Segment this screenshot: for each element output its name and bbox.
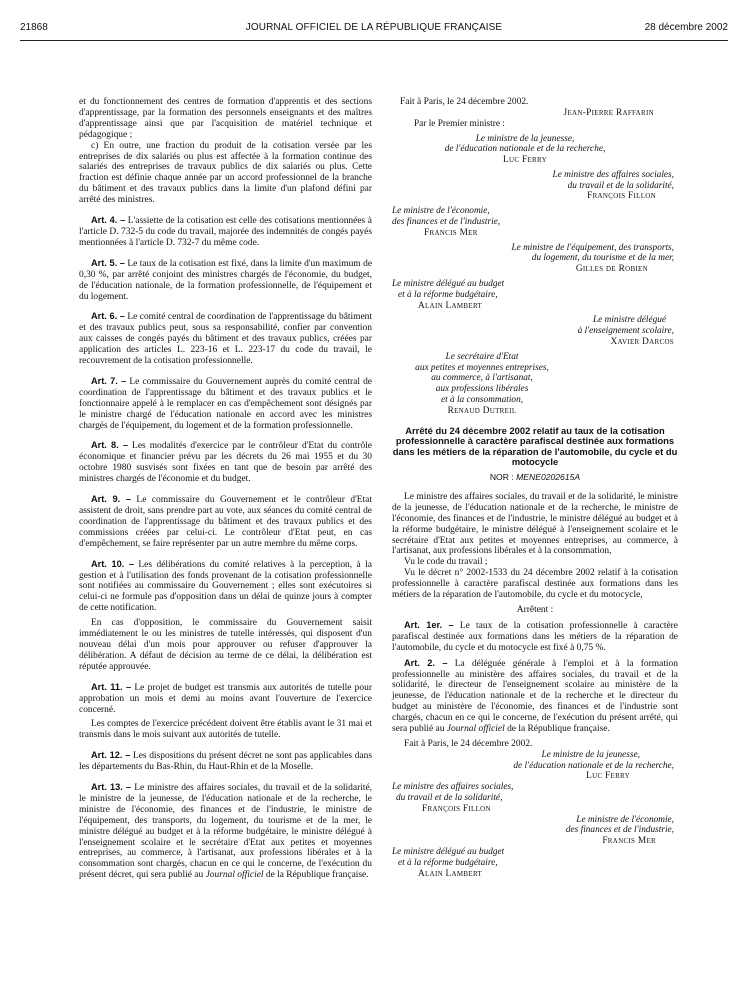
signature-block xyxy=(392,750,674,782)
article-label: Art. 5. – xyxy=(91,257,125,268)
left-column xyxy=(79,97,372,881)
signatory-name: Luc Ferry xyxy=(503,155,547,166)
signatory-name: François Fillon xyxy=(587,191,656,202)
signatory-name: François Fillon xyxy=(422,803,491,814)
signatory-name: Francis Mer xyxy=(424,227,478,238)
article-13 xyxy=(79,782,372,881)
signature-block xyxy=(392,206,678,238)
signatory-name: Gilles de Robien xyxy=(575,264,648,275)
signatory-role: du travail et de la solidarité, xyxy=(567,180,674,191)
article-text: Le ministre des affaires sociales, du travail et de la solidarité, le ministre de la jeunesse, de l'éducation nationale et de la recherche, le ministre de l'économie, des finances et de l'industrie, le ministre de l'équipement, des transports, du logement, du tourisme et de la mer, le ministre délégué au budget et à la réforme budgétaire, le ministre délégué à l'enseignement scolaire et le secrétaire d'Etat aux petites et moyennes entreprises, au commerce, à l'artisanat, aux professions libérales et à la consommation sont chargés, chacun en ce qui le concerne, de l'exécution du présent décret, qui sera publié au xyxy=(79,783,373,881)
nor-reference xyxy=(392,472,678,483)
signatory-role: du logement, du tourisme et de la mer, xyxy=(531,253,674,264)
signatory-name: Renaud Dutreil xyxy=(447,405,517,416)
article-12 xyxy=(79,750,372,773)
article-text: L'assiette de la cotisation est celle des cotisations mentionnées à l'article D. 732-5 du code du travail, majorée des indemnités de congés payés mentionnées à l'article D. 732-7 du même code. xyxy=(79,216,372,248)
arrete-title: Arrêté du 24 décembre 2002 relatif au taux de la cotisation professionnelle à caractère parafiscal destinée aux formations dans les métiers de la réparation de l'automobile, du cycle et du motocycle xyxy=(392,424,678,468)
signatory-role: à l'enseignement scolaire, xyxy=(577,326,674,337)
article-text-end: de la République française. xyxy=(263,870,369,881)
nor-value: MENE0202615A xyxy=(516,472,581,482)
page-number: 21868 xyxy=(20,22,48,33)
signatory-role: Le secrétaire d'Etat xyxy=(445,351,519,362)
article-label: Art. 6. – xyxy=(91,311,125,322)
journal-officiel-ref: Journal officiel xyxy=(205,870,264,881)
signatory-role: aux petites et moyennes entreprises, xyxy=(415,362,549,373)
article-text: Le commissaire du Gouvernement auprès du comité central de coordination de l'apprentissage du bâtiment et des travaux publics et le fonctionnaire appelé à le remplacer en cas d'empêchement sont désignés par le ministre chargé de l'éducation nationale en accord avec les ministres chargés de l'équipement, du logement et de la formation professionnelle. xyxy=(79,376,372,431)
article-label: Art. 10. – xyxy=(91,558,134,569)
by-prime-minister: Par le Premier ministre : xyxy=(414,118,505,129)
signatory-role: des finances et de l'industrie, xyxy=(392,217,501,228)
signatory-name: Alain Lambert xyxy=(418,868,483,879)
article-text: La déléguée générale à l'emploi et à la formation professionnelle au ministère des affaires sociales, du travail et de la solidarité, le directeur de l'enseignement scolaire au ministère de la jeunesse, de l'éducation nationale et de la recherche et le directeur du budget au ministère de l'économie, des finances et de l'industrie sont chargés, chacun en ce qui le concerne, de l'exécution du présent arrêté, qui sera publié au xyxy=(392,658,678,735)
right-column xyxy=(392,97,678,879)
article-8 xyxy=(79,440,372,485)
signatory-role: et à la consommation, xyxy=(440,395,524,406)
signatory-role: et à la réforme budgétaire, xyxy=(398,857,498,868)
signature-block xyxy=(392,134,658,166)
signature-block xyxy=(392,847,678,879)
article-text: Les dispositions du présent décret ne sont pas applicables dans les départements du Bas-Rhin, du Haut-Rhin et de la Moselle. xyxy=(79,751,373,773)
paragraph: c) En outre, une fraction du produit de la cotisation versée par les entreprises de dix salariés ou plus est affectée à la formation continue des salariés des entreprises de travaux publics de dix salariés ou plus. Cette fraction est définie chaque année par un accord professionnel de la branche du bâtiment et des travaux publics dans la limite d'un plafond défini par arrêté des ministres. xyxy=(79,140,372,206)
article-text: Le taux de la cotisation est fixé, dans la limite d'un maximum de 0,30 %, par arrêté conjoint des ministres chargés de l'économie, du budget, de l'éducation nationale, de la formation professionnelle, de l'équipement et du logement. xyxy=(79,258,373,302)
nor-label: NOR : xyxy=(489,472,517,482)
signatory-role: Le ministre de l'équipement, des transports, xyxy=(511,242,674,253)
signatory-role: au commerce, à l'artisanat, xyxy=(431,373,533,384)
signatory-role: de l'éducation nationale et de la recherche, xyxy=(444,144,606,155)
article-text: Les délibérations du comité relatives à la perception, à la gestion et à l'utilisation des fonds provenant de la cotisation professionnelle sont notifiées au commissaire du Gouvernement ; elles sont exécutoires si celui-ci ne formule pas d'opposition dans un délai de quinze jours à compter de cette notification. xyxy=(79,559,372,614)
signatory-name: Xavier Darcos xyxy=(610,337,674,348)
article-11 xyxy=(79,682,372,716)
signatory-role: Le ministre de la jeunesse, xyxy=(541,749,640,760)
signatory-role: Le ministre délégué xyxy=(593,315,666,326)
signatory-name: Jean-Pierre Raffarin xyxy=(563,107,654,118)
article-7 xyxy=(79,376,372,432)
arretent-heading: Arrêtent : xyxy=(516,604,554,615)
signatory-role: Le ministre des affaires sociales, xyxy=(552,169,674,180)
signatory-role: du travail et de la solidarité, xyxy=(396,793,503,804)
article-1 xyxy=(392,620,678,654)
article-label: Art. 7. – xyxy=(91,375,127,386)
article-label: Art. 11. – xyxy=(91,681,132,692)
signatory-name: Luc Ferry xyxy=(586,771,630,782)
signature-block xyxy=(392,782,678,814)
article-2 xyxy=(392,658,678,735)
article-label: Art. 13. – xyxy=(91,782,132,793)
signature-block xyxy=(392,315,674,347)
signatory-name: Francis Mer xyxy=(602,836,656,847)
article-label: Art. 2. – xyxy=(404,657,448,668)
article-label: Art. 12. – xyxy=(91,750,131,761)
signatory-role: et à la réforme budgétaire, xyxy=(398,289,498,300)
signatory-role: des finances et de l'industrie, xyxy=(565,825,674,836)
article-5 xyxy=(79,258,372,303)
signature-place-date: Fait à Paris, le 24 décembre 2002. xyxy=(400,97,529,107)
prime-minister-signature xyxy=(392,108,654,119)
article-label: Art. 9. – xyxy=(91,494,131,505)
article-4 xyxy=(79,215,372,249)
signature-block xyxy=(392,170,674,202)
article-label: Art. 8. – xyxy=(91,440,129,451)
publication-date: 28 décembre 2002 xyxy=(644,22,728,33)
article-label: Art. 4. – xyxy=(91,215,126,226)
page-header xyxy=(20,22,728,36)
article-text: Le projet de budget est transmis aux autorités de tutelle pour approbation un mois et demi au moins avant l'ouverture de l'exercice concerné. xyxy=(79,682,372,715)
signature-block xyxy=(392,815,674,847)
signature-block xyxy=(392,352,572,417)
signatory-name: Alain Lambert xyxy=(418,300,483,311)
article-label: Art. 1er. – xyxy=(404,619,454,630)
article-text: Le comité central de coordination de l'apprentissage du bâtiment et des travaux publics peut, sous sa responsabilité, confier par convention aux caisses de congés payés du bâtiment et des travaux publics, créées par application des articles L. 223-16 et L. 223-17 du code du travail, le recouvrement de la cotisation professionnelle. xyxy=(79,312,373,367)
article-text: Le commissaire du Gouvernement et le contrôleur d'Etat assistent de droit, sans prendre part au vote, aux séances du comité central de coordination de l'apprentissage du bâtiment et des travaux publics et des commissions créées par celui-ci. Le contrôleur d'Etat peut, en cas d'empêchement, se faire représenter par un autre membre du même corps. xyxy=(79,495,372,549)
paragraph: Vu le code du travail ; xyxy=(404,557,488,568)
signatory-role: Le ministre délégué au budget xyxy=(392,847,505,858)
header-rule xyxy=(20,40,728,41)
article-text: Le taux de la cotisation professionnelle à caractère parafiscal destinée aux formations dans les métiers de la réparation de l'automobile, du cycle et du motocycle est fixé à 0,75 %. xyxy=(392,620,678,653)
signatory-role: Le ministre des affaires sociales, xyxy=(392,782,514,793)
paragraph: Vu le décret n° 2002-1533 du 24 décembre 2002 relatif à la cotisation professionnelle à caractère parafiscal destinée aux formations dans les métiers de la réparation de l'automobile, du cycle et du motocycle, xyxy=(392,568,678,601)
paragraph: et du fonctionnement des centres de formation d'apprentis et des sections d'apprentissage, par la formation des personnels enseignants et des maîtres d'apprentissage ainsi que par l'acquisition de matériel technique et pédagogique ; xyxy=(79,97,372,140)
signatory-role: Le ministre de la jeunesse, xyxy=(475,133,575,144)
article-9 xyxy=(79,494,372,550)
article-text: Les modalités d'exercice par le contrôleur d'Etat du contrôle économique et financier prévu par les décrets du 26 mai 1955 et du 30 octobre 1980 susvisés sont fixées en tant que de besoin par arrêté des ministres chargés de l'économie et du budget. xyxy=(79,441,372,485)
signatory-role: de l'éducation nationale et de la recherche, xyxy=(513,760,674,771)
paragraph: En cas d'opposition, le commissaire du Gouvernement saisit immédiatement le ou les ministres de tutelle intéressés, qui disposent d'un nouveau délai d'un mois pour approuver ou refuser d'approuver la délibération. A défaut de décision au terme de ce délai, la délibération est réputée approuvée. xyxy=(79,618,372,672)
signature-block xyxy=(392,279,678,311)
signatory-role: Le ministre délégué au budget xyxy=(392,279,505,290)
article-6 xyxy=(79,311,372,367)
signatory-role: Le ministre de l'économie, xyxy=(392,206,490,217)
signatory-role: aux professions libérales xyxy=(435,384,529,395)
article-10 xyxy=(79,559,372,615)
paragraph: Le ministre des affaires sociales, du travail et de la solidarité, le ministre de la jeunesse, de l'éducation nationale et de la recherche, le ministre de l'économie, des finances et de l'industrie, le ministre délégué au budget et à la réforme budgétaire, le ministre délégué à l'enseignement scolaire et le secrétaire d'Etat aux petites et moyennes entreprises, au commerce, à l'artisanat, aux professions libérales et à la consommation, xyxy=(392,491,678,557)
paragraph: Les comptes de l'exercice précédent doivent être établis avant le 31 mai et transmis dans le mois suivant aux autorités de tutelle. xyxy=(79,719,372,741)
signature-place-date: Fait à Paris, le 24 décembre 2002. xyxy=(404,738,533,749)
journal-title: JOURNAL OFFICIEL DE LA RÉPUBLIQUE FRANÇAISE xyxy=(245,22,503,33)
article-text-end: de la République française. xyxy=(504,724,610,735)
signature-block xyxy=(392,243,674,275)
signatory-role: Le ministre de l'économie, xyxy=(576,814,674,825)
journal-officiel-ref: Journal officiel xyxy=(446,724,505,735)
